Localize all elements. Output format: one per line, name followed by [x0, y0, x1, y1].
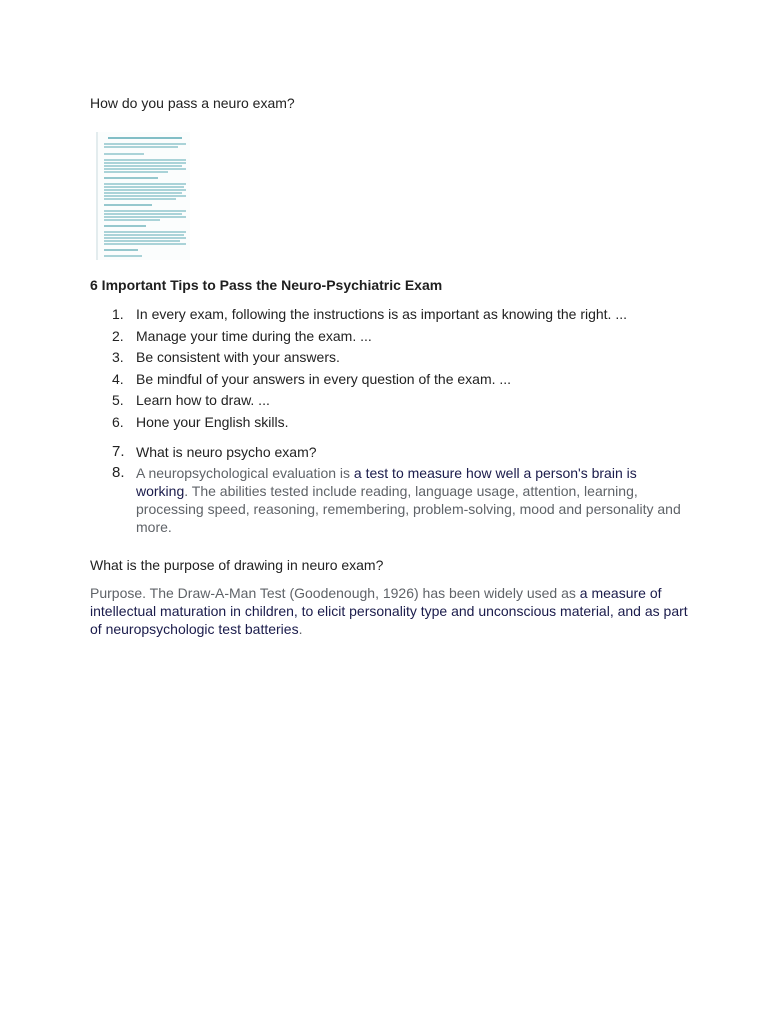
- list-item: 3. Be consistent with your answers.: [112, 349, 340, 366]
- tip-text: In every exam, following the instructions is as important as knowing the right. ...: [136, 306, 628, 322]
- purpose-highlight-text: a measure of intellectual maturation in children, to elicit personality type and unconscious material, and as part of neuropsychologic test batteries: [90, 585, 688, 637]
- tips-heading: 6 Important Tips to Pass the Neuro-Psychiatric Exam: [90, 277, 443, 293]
- qa-list: [112, 443, 692, 536]
- tip-text: Learn how to draw. ...: [136, 392, 270, 409]
- tip-text: Be mindful of your answers in every question of the exam. ...: [136, 370, 512, 387]
- list-item: 4. Be mindful of your answers in every question of the exam. ...: [112, 370, 512, 387]
- tip-text: Be consistent with your answers.: [136, 349, 340, 366]
- list-item: 1. In every exam, following the instructions is as important as knowing the right. ...: [112, 306, 628, 322]
- tip-text: Manage your time during the exam. ...: [136, 327, 372, 344]
- answer-highlight-text: a test to measure how well a person's brain is working: [136, 465, 637, 499]
- document-thumbnail-icon: [98, 132, 190, 260]
- question-neuro-psycho-exam: What is neuro psycho exam?: [136, 444, 317, 460]
- list-item: 6. Hone your English skills.: [112, 413, 289, 430]
- tips-list: [112, 304, 702, 434]
- list-item: 8. A neuropsychological evaluation is a test to measure how well a person's brain is working. The abilities tested include reading, language usage, attention, learning, processing speed, reasoning, remembering, problem-solving, mood and personality and more.: [112, 464, 681, 535]
- answer-lead-text: A neuropsychological evaluation is: [136, 465, 354, 481]
- list-item: 5. Learn how to draw. ...: [112, 392, 270, 409]
- question-purpose-of-drawing: What is the purpose of drawing in neuro exam?: [90, 557, 384, 573]
- list-item: 7. What is neuro psycho exam?: [112, 443, 317, 460]
- purpose-paragraph: [90, 584, 690, 638]
- tip-text: Hone your English skills.: [136, 413, 289, 430]
- purpose-tail-text: .: [298, 621, 303, 637]
- document-thumbnail-image[interactable]: [96, 132, 190, 260]
- list-item: 2. Manage your time during the exam. ...: [112, 327, 372, 344]
- purpose-lead-text: Purpose. The Draw-A-Man Test (Goodenough, 1926) has been widely used as: [90, 585, 580, 601]
- question-pass-neuro-exam: How do you pass a neuro exam?: [90, 95, 295, 111]
- answer-tail-text: . The abilities tested include reading, language usage, attention, learning, processing speed, reasoning, remembering, problem-solving, mood and personality and more.: [136, 483, 681, 535]
